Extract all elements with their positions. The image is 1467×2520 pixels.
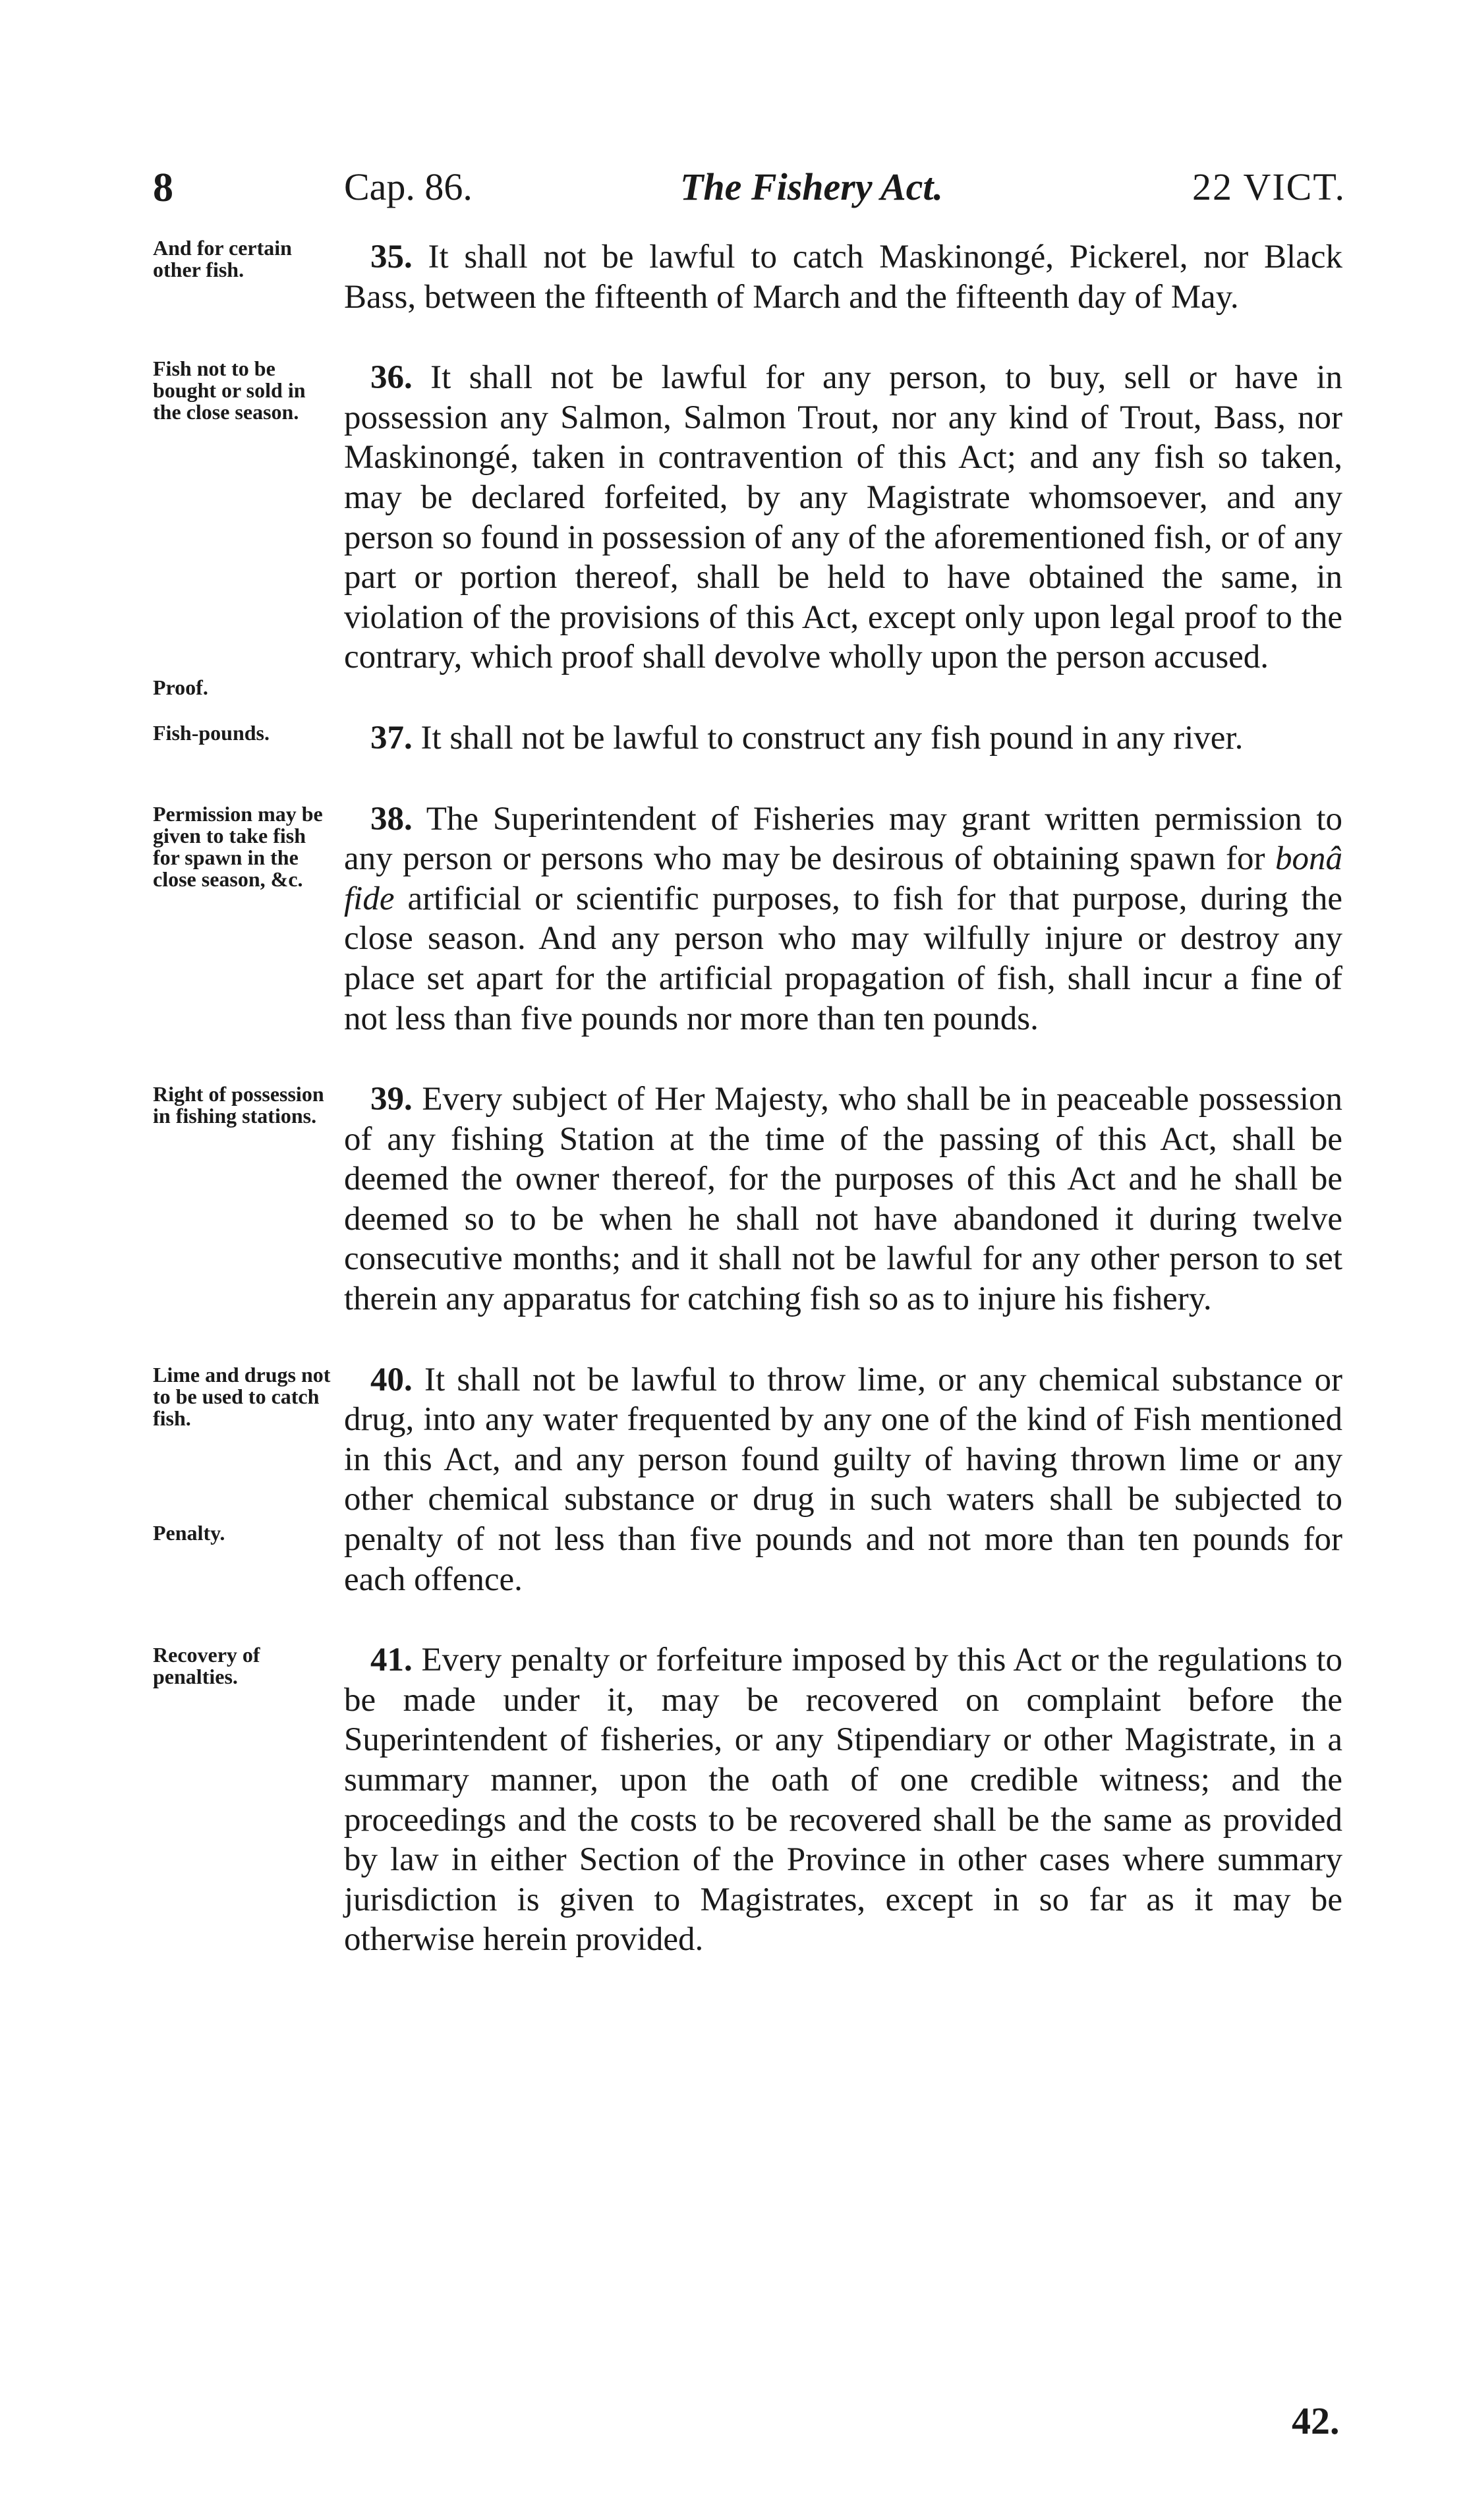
section-text [344,718,1342,759]
section-number: 40. [370,1361,413,1398]
section-number: 35. [370,239,413,275]
section-36 [0,357,1467,700]
section-number: 38. [370,800,413,838]
section-text [344,799,1342,1039]
section-body: It shall not be lawful to construct any fish pound in any river. [420,719,1244,757]
section-37 [0,718,1467,759]
section-number: 39. [370,1081,413,1118]
page-number: 8 [153,165,173,210]
section-40 [0,1360,1467,1600]
section-number: 41. [370,1642,413,1679]
running-header [153,165,1346,217]
section-text [344,1079,1342,1319]
section-number: 37. [370,719,413,757]
catchword: 42. [1292,2399,1340,2442]
section-body: It shall not be lawful to throw lime, or any chemical substance or drug, into any water frequented by any one of the kind of Fish mentioned in this Act, and any person found guilty of having thrown lime or any other chemical substance or drug in such waters shall be subjected to penalty of not less than five pounds and not more than ten pounds for each offence. [344,1361,1343,1598]
section-body: It shall not be lawful for any person, to buy, sell or have in possession any Salmon, Salmon Trout, nor any kind of Trout, Bass, nor Maskinongé, taken in contravention of this Act; and any fish so taken, may be declared forfeited, by any Magistrate whomsoever, and any person so found in possession of any of the aforementioned fish, or of any part or portion thereof, shall be held to have obtained the same, in violation of the provisions of this Act, except only upon legal proof to the contrary, which proof shall devolve wholly upon the person accused. [344,359,1343,676]
margin-note-penalty: Penalty. [153,1520,225,1545]
margin-note: Fish-pounds. [153,720,270,745]
section-39 [0,1079,1467,1319]
act-title: The Fishery Act. [680,165,944,208]
section-41 [0,1640,1467,1960]
section-35 [0,237,1467,317]
margin-note: Permission may be given to take fish for spawn in the close season, &c. [153,801,323,891]
section-body: The Superintendent of Fisheries may grant written permission to any person or persons who may be desirous of obtaining spawn for [344,800,1342,878]
margin-note: Right of possession in fishing stations. [153,1082,324,1128]
section-body: It shall not be lawful to catch Maskinongé, Pickerel, nor Black Bass, between the fifteenth of March and the fifteenth day of May. [344,239,1342,316]
chapter-label: Cap. 86. [344,165,473,208]
page-body [0,237,1467,2001]
margin-note: Recovery of penalties. [153,1643,260,1689]
section-body: Every subject of Her Majesty, who shall be in peaceable possession of any fishing Station at the time of the passing of this Act, shall be deemed the owner thereof, for the purposes of this Act and he shall be deemed so to be when he shall not have abandoned it during twelve consecutive months; and it shall not be lawful for any other person to set therein any apparatus for catching fish so as to injure his fishery. [344,1081,1342,1318]
italic-phrase: bonâ fide [344,840,1342,917]
section-text [344,237,1342,317]
section-body: Every penalty or forfeiture imposed by this Act or the regulations to be made under it, may be recovered on complaint before the Superintendent of fisheries, or any Stipendiary or other Magistrate, in a summary manner, upon the oath of one credible witness; and the proceedings and the costs to be recovered shall be the same as provided by law in either Section of the Province in other cases where summary jurisdiction is given to Magistrates, except in so far as it may be otherwise herein provided. [344,1642,1343,1959]
section-38 [0,799,1467,1039]
section-text [344,1360,1342,1600]
section-text [344,358,1342,677]
section-number: 36. [370,359,413,397]
section-text [344,1640,1342,1960]
section-body-continued: artificial or scientific purposes, to fish for that purpose, during the close season. And any person who may wilfully injure or destroy any place set apart for the artificial propagation of fish, shall incur a fine of not less than five pounds nor more than ten pounds. [344,880,1342,1037]
margin-note-proof: Proof. [153,675,208,700]
margin-note: And for certain other fish. [153,236,292,281]
regnal-year: 22 VICT. [1192,165,1346,208]
margin-note: Lime and drugs not to be used to catch fish. [153,1362,331,1430]
margin-note: Fish not to be bought or sold in the close season. [153,357,306,424]
